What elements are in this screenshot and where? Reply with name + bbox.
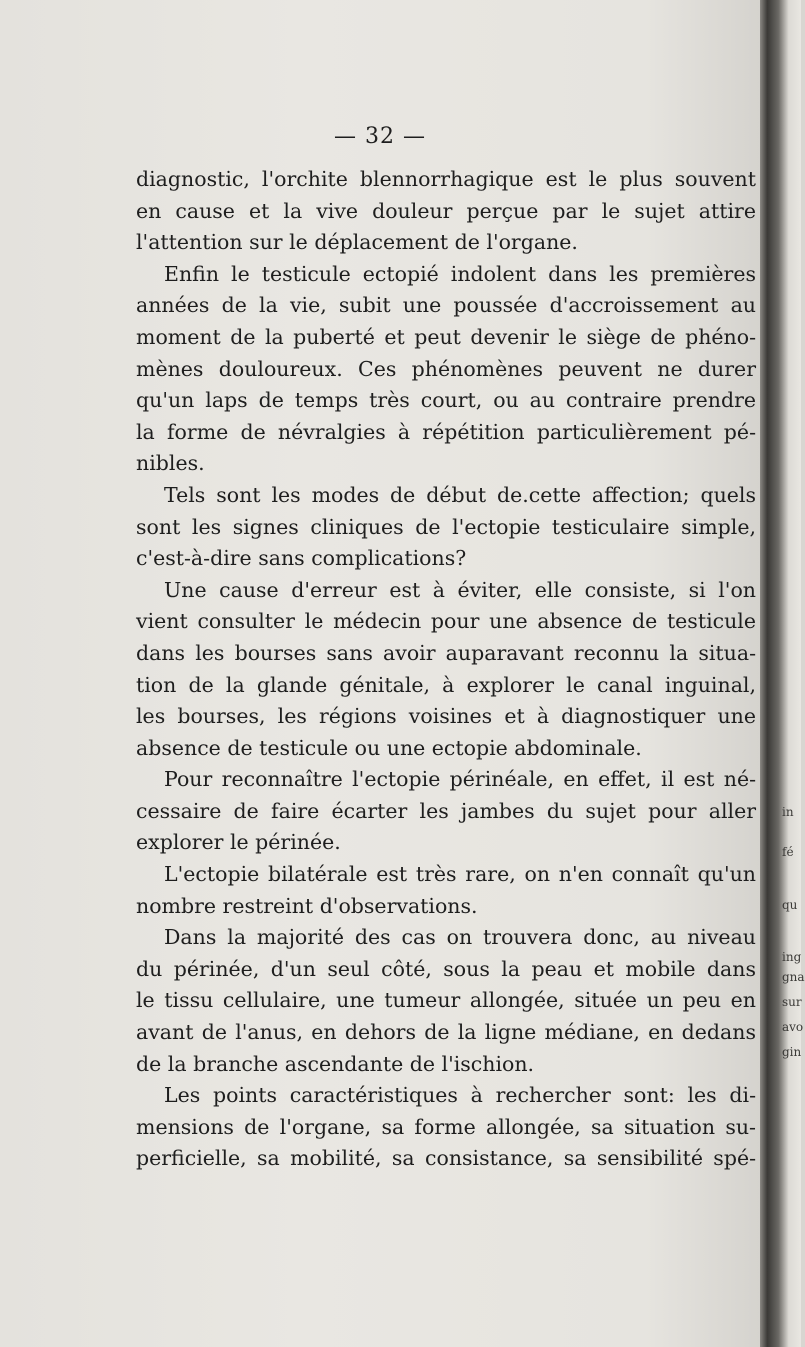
text-line: qu'un laps de temps très court, ou au contraire prendre [136,388,756,413]
facing-page-fragment: avo [782,1020,804,1034]
body-text [136,164,756,1175]
facing-page-fragment: in [782,805,794,819]
text-line: Tels sont les modes de début de.cette affection; quels [164,482,756,507]
facing-page-fragment: qu [782,898,798,912]
text-line: la forme de névralgies à répétition particulièrement pé- [136,419,756,444]
text-line: en cause et la vive douleur perçue par le sujet attire [136,198,756,223]
text-line: le tissu cellulaire, une tumeur allongée, située un peu en [136,988,756,1013]
text-line: les bourses, les régions voisines et à diagnostiquer une [136,704,756,729]
text-line: perficielle, sa mobilité, sa consistance, sa sensibilité spé- [136,1146,756,1171]
text-line: L'ectopie bilatérale est très rare, on n'en connaît qu'un [164,862,756,887]
book-gutter [760,0,804,1347]
text-line: sont les signes cliniques de l'ectopie testiculaire simple, [136,514,756,539]
facing-page-fragment: fé [782,845,794,859]
text-line: nibles. [136,451,205,476]
text-line: vient consulter le médecin pour une absence de testicule [136,609,756,634]
text-line: diagnostic, l'orchite blennorrhagique est le plus souvent [136,167,756,191]
text-line: explorer le périnée. [136,830,341,855]
text-line: l'attention sur le déplacement de l'organe. [136,230,578,255]
text-line: mènes douloureux. Ces phénomènes peuvent ne durer [136,356,756,381]
text-line: Enfin le testicule ectopié indolent dans les premières [164,261,756,286]
text-line: dans les bourses sans avoir auparavant reconnu la situa- [136,640,756,665]
text-line: de la branche ascendante de l'ischion. [136,1051,535,1076]
text-line: Pour reconnaître l'ectopie périnéale, en effet, il est né- [164,767,756,792]
facing-page-fragment: gna [782,970,805,984]
text-line: du périnée, d'un seul côté, sous la peau et mobile dans [136,956,756,981]
page-number: — 32 — [334,124,426,149]
text-line: avant de l'anus, en dehors de la ligne médiane, en dedans [136,1020,756,1045]
facing-page-fragment: sur [782,995,802,1009]
text-line: absence de testicule ou une ectopie abdominale. [136,735,642,760]
facing-page-fragment: ing [782,950,802,964]
text-line: mensions de l'organe, sa forme allongée, sa situation su- [136,1114,756,1139]
text-line: c'est-à-dire sans complications? [136,546,467,571]
text-line: Dans la majorité des cas on trouvera donc, au niveau [164,925,756,950]
text-line: Une cause d'erreur est à éviter, elle consiste, si l'on [164,577,756,602]
text-line: nombre restreint d'observations. [136,893,478,918]
text-line: tion de la glande génitale, à explorer le canal inguinal, [136,672,756,697]
text-line: moment de la puberté et peut devenir le siège de phéno- [136,324,756,349]
text-line: cessaire de faire écarter les jambes du sujet pour aller [136,798,756,823]
facing-page-fragment: gin [782,1045,802,1059]
text-line: années de la vie, subit une poussée d'accroissement au [136,293,756,318]
text-line: Les points caractéristiques à rechercher sont: les di- [164,1083,756,1108]
